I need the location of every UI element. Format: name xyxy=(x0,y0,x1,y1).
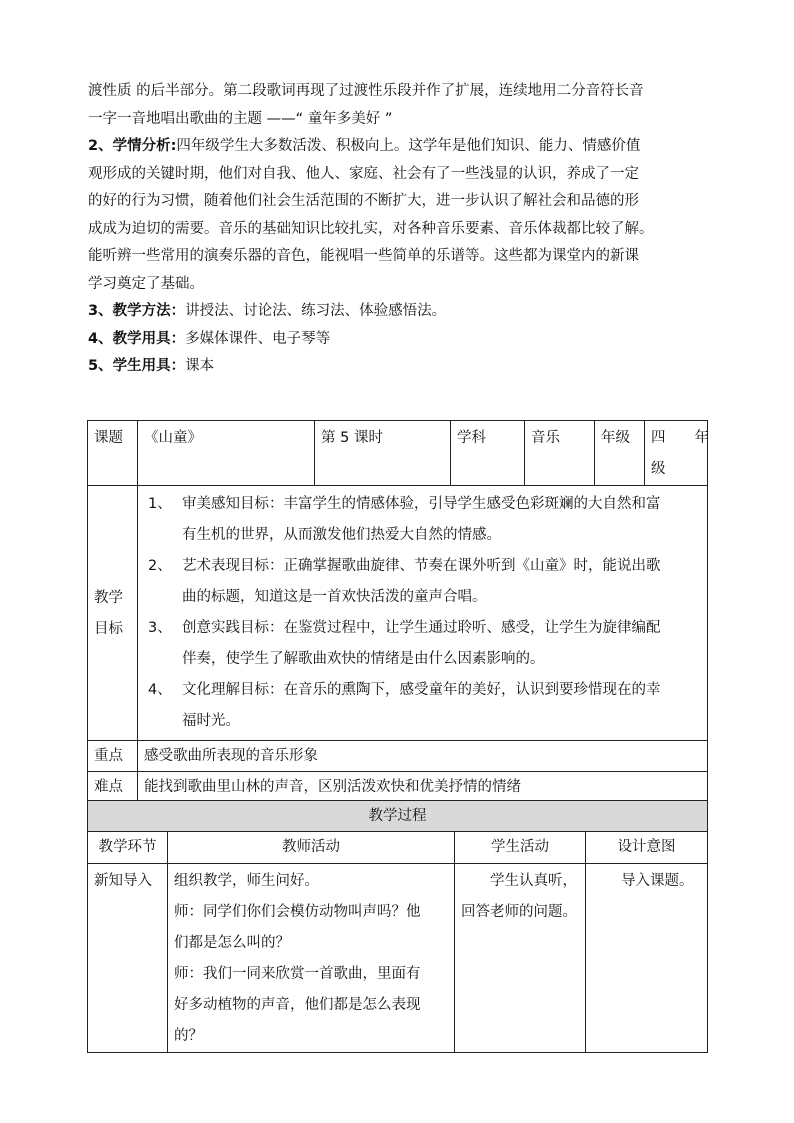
student-tools xyxy=(88,353,710,381)
section-text: 讲授法、讨论法、练习法、体验感悟法。 xyxy=(185,303,447,319)
design-intent: 导入课题。 xyxy=(621,873,694,889)
student-activity-line: 回答老师的问题。 xyxy=(461,904,577,920)
goals-row xyxy=(88,486,708,741)
lesson-number: 第 5 课时 xyxy=(321,430,383,446)
column-header: 教学环节 xyxy=(88,832,168,864)
goal-text-line: 文化理解目标：在音乐的熏陶下，感受童年的美好，认识到要珍惜现在的幸 xyxy=(182,682,661,698)
key-point-row xyxy=(88,741,708,772)
intro-line: 能听辨一些常用的演奏乐器的音色，能视唱一些简单的乐谱等。这些都为课堂内的新课 xyxy=(88,248,639,264)
goal-number: 1、 xyxy=(148,496,172,512)
goals-label-cell xyxy=(88,486,138,741)
topic-value-cell xyxy=(138,421,315,486)
topic-value: 《山童》 xyxy=(144,430,202,446)
goal-number: 4、 xyxy=(148,682,172,698)
grade-value-line1: 四 年 xyxy=(651,430,709,446)
goal-number: 3、 xyxy=(148,620,172,636)
difficulty-text: 能找到歌曲里山林的声音，区别活泼欢快和优美抒情的情绪 xyxy=(144,779,521,795)
intro-line: 学习奠定了基础。 xyxy=(88,275,204,292)
goals-content-cell xyxy=(138,486,708,741)
difficulty-label: 难点 xyxy=(94,779,123,795)
section-text: 多媒体课件、电子琴等 xyxy=(185,330,331,347)
lesson-info-table xyxy=(87,420,708,803)
teacher-activity-line: 们都是怎么叫的？ xyxy=(174,935,290,951)
goal-text-line: 曲的标题，知道这是一首欢快活泼的童声合唱。 xyxy=(182,589,487,605)
column-header: 教师活动 xyxy=(168,832,455,864)
goal-text-line: 艺术表现目标：正确掌握歌曲旋律、节奏在课外听到《山童》时，能说出歌 xyxy=(182,558,661,574)
subject-label-cell xyxy=(451,421,525,486)
goal-item xyxy=(148,613,703,675)
section-text: 课本 xyxy=(185,358,215,374)
key-point-label-cell xyxy=(88,741,138,772)
goal-text-line: 审美感知目标：丰富学生的情感体验，引导学生感受色彩斑斓的大自然和富 xyxy=(182,496,661,512)
topic-label-cell xyxy=(88,421,138,486)
intro-line: 一字一音地唱出歌曲的主题 ——“ 童年多美好 ” xyxy=(88,110,393,127)
grade-label: 年级 xyxy=(601,430,630,446)
column-header: 设计意图 xyxy=(586,832,708,864)
teaching-method xyxy=(88,298,710,326)
intro-line: 成成为迫切的需要。音乐的基础知识比较扎实，对各种音乐要素、音乐体裁都比较了解。 xyxy=(88,220,654,237)
goal-text-line: 福时光。 xyxy=(182,713,240,729)
grade-label-cell xyxy=(595,421,645,486)
design-intent-cell xyxy=(586,864,708,1053)
difficulty-text-cell xyxy=(138,772,708,803)
info-row xyxy=(88,421,708,486)
difficulty-row xyxy=(88,772,708,803)
student-activity-line: 学生认真听， xyxy=(490,873,577,889)
section-label: 2、学情分析: xyxy=(88,138,177,154)
learning-analysis-heading xyxy=(88,133,710,161)
goals-label-line2: 目标 xyxy=(94,621,123,637)
key-point-label: 重点 xyxy=(94,748,123,764)
process-title: 教学过程 xyxy=(88,801,708,832)
teaching-tools xyxy=(88,326,710,354)
stage-cell xyxy=(88,864,168,1053)
key-point-text-cell xyxy=(138,741,708,772)
intro-line: 的好的行为习惯，随着他们社会生活范围的不断扩大，进一步认识了解社会和品德的形 xyxy=(88,193,639,209)
column-header: 学生活动 xyxy=(455,832,586,864)
process-row xyxy=(88,864,708,1053)
teacher-activity-line: 师：我们一同来欣赏一首歌曲，里面有 xyxy=(174,966,421,982)
process-title-row xyxy=(88,801,708,832)
goal-item xyxy=(148,489,703,551)
lesson-cell xyxy=(315,421,451,486)
goal-item xyxy=(148,675,703,737)
subject-label: 学科 xyxy=(457,430,486,446)
stage-name: 新知导入 xyxy=(94,873,152,889)
grade-value-line2: 级 xyxy=(651,461,666,477)
difficulty-label-cell xyxy=(88,772,138,803)
section-label: 5、学生用具： xyxy=(88,358,186,374)
subject-value-cell xyxy=(525,421,595,486)
topic-label: 课题 xyxy=(94,430,123,446)
teacher-activity-line: 组织教学，师生问好。 xyxy=(174,873,319,889)
goal-text-line: 有生机的世界，从而激发他们热爱大自然的情感。 xyxy=(182,527,501,543)
grade-value-cell xyxy=(645,421,708,486)
process-header-row xyxy=(88,832,708,864)
goal-text-line: 创意实践目标：在鉴赏过程中，让学生通过聆听、感受，让学生为旋律编配 xyxy=(182,620,661,636)
intro-line: 观形成的关键时期，他们对自我、他人、家庭、社会有了一些浅显的认识，养成了一定 xyxy=(88,165,639,182)
goal-text-line: 伴奏，使学生了解歌曲欢快的情绪是由什么因素影响的。 xyxy=(182,651,545,667)
subject-value: 音乐 xyxy=(531,430,560,446)
section-text: 四年级学生大多数活泼、积极向上。这学年是他们知识、能力、情感价值 xyxy=(176,138,641,154)
intro-line: 渡性质 的后半部分。第二段歌词再现了过渡性乐段并作了扩展，连续地用二分音符长音 xyxy=(88,83,644,99)
student-activity-cell xyxy=(455,864,586,1053)
teaching-process-table xyxy=(87,800,708,1053)
goal-item xyxy=(148,551,703,613)
teacher-activity-line: 好多动植物的声音，他们都是怎么表现 xyxy=(174,997,421,1013)
teacher-activity-line: 师：同学们你们会模仿动物叫声吗？他 xyxy=(174,904,421,920)
teacher-activity-line: 的？ xyxy=(174,1028,203,1044)
goals-label-line1: 教学 xyxy=(94,590,123,606)
intro-section xyxy=(88,78,710,381)
key-point-text: 感受歌曲所表现的音乐形象 xyxy=(144,748,318,764)
teacher-activity-cell xyxy=(168,864,455,1053)
goal-number: 2、 xyxy=(148,558,172,574)
section-label: 4、教学用具： xyxy=(88,330,186,347)
section-label: 3、教学方法： xyxy=(88,303,186,319)
